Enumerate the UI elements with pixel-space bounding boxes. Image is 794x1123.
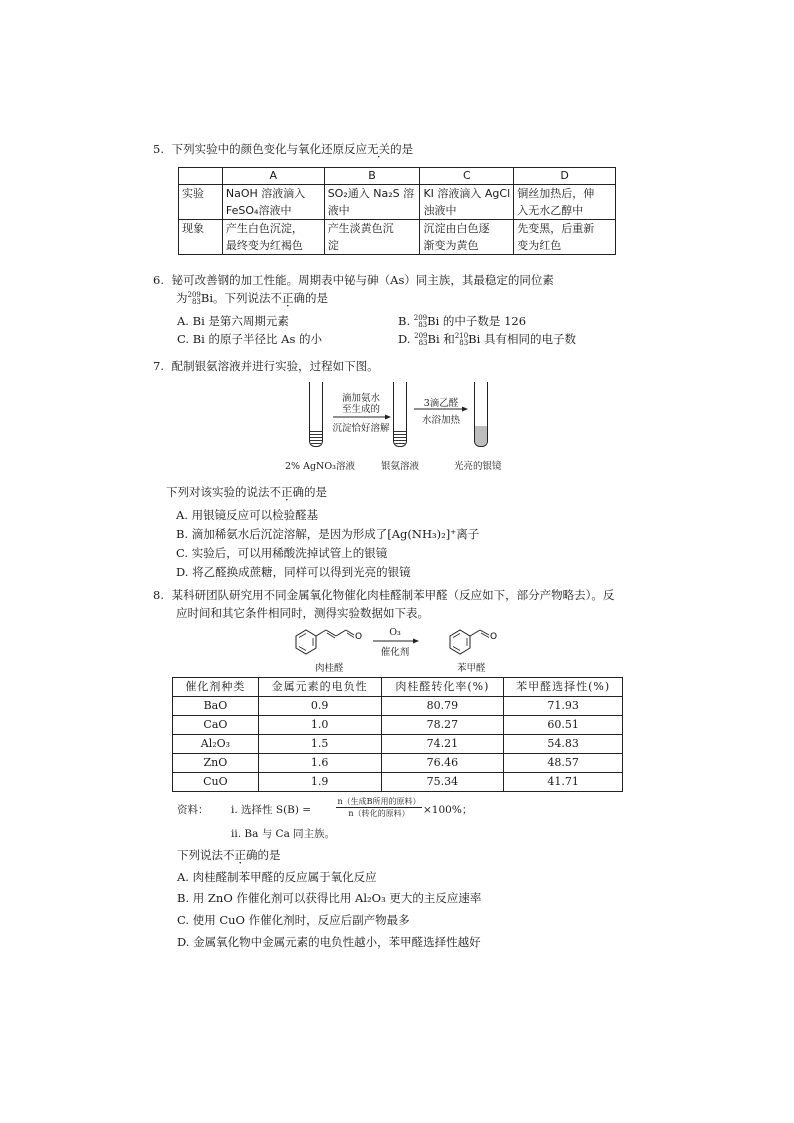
q8-note2: ⅱ. Ba 与 Ca 同主族。	[231, 828, 336, 840]
table-cell: 1.6	[258, 754, 381, 773]
cinnamaldehyde-name: 肉桂醛	[315, 663, 344, 674]
q8-header-cell: 肉桂醛转化率(%)	[381, 678, 504, 697]
q5-cell-line: NaOH 溶液滴入	[225, 187, 306, 200]
q5-stem-emphasis: 无关	[367, 142, 391, 156]
q6-option-d-z1: 83	[418, 339, 428, 347]
q6-isotope-symbol: Bi	[200, 291, 214, 305]
q5-cell-line: 入无水乙醇中	[517, 204, 584, 217]
q7-option-d: D. 将乙醛换成蔗糖，同样可以得到光亮的银镜	[176, 565, 411, 579]
table-cell: 60.51	[504, 716, 623, 735]
q5-cell	[324, 185, 420, 220]
table-cell: 80.79	[381, 697, 504, 716]
q6-stem-line1	[153, 272, 554, 288]
q8-question-emphasis: 不正确	[223, 848, 258, 862]
table-row	[173, 735, 623, 754]
q5-header-cell	[179, 168, 223, 185]
q6-stem-mid: 。下列说法	[213, 291, 271, 305]
table-cell: 54.83	[504, 735, 623, 754]
q5-cell-line: 浊液中	[423, 204, 457, 217]
table-cell: 0.9	[258, 697, 381, 716]
q5-row-phenomenon	[179, 220, 616, 255]
arrow1-label-top	[333, 393, 389, 415]
q8-note1-post: ×100%；	[423, 804, 473, 816]
q6-option-d-mass1: 209	[414, 332, 428, 340]
test-tube-silver-nitrate	[309, 382, 323, 447]
q7-question-pre: 下列对该实验的说法	[166, 485, 270, 499]
q8-header-cell: 催化剂种类	[173, 678, 259, 697]
q8-question-pre: 下列说法	[177, 848, 223, 862]
q5-header-cell: D	[514, 168, 616, 185]
q5-cell	[420, 185, 514, 220]
q5-cell-line: 先变黑，后重新	[517, 222, 595, 235]
q7-option-a: A. 用银镜反应可以检验醛基	[176, 508, 319, 522]
table-cell: BaO	[173, 697, 259, 716]
q5-cell-line: 产生白色沉淀，	[225, 222, 303, 235]
table-cell: Al₂O₃	[173, 735, 259, 754]
q6-option-d-numbers2	[455, 333, 468, 347]
q6-mass-number: 209	[187, 291, 201, 299]
q8-note1-pre: ⅰ. 选择性 S(B) =	[231, 804, 312, 816]
fraction-numerator: n（生成B所用的原料）	[337, 797, 421, 806]
q7-stem	[153, 358, 379, 374]
q6-stem-line2	[176, 290, 328, 306]
q6-option-b-text: Bi 的中子数是 126	[427, 314, 527, 328]
benzaldehyde-structure-icon	[440, 622, 504, 662]
q6-option-b-mass: 209	[413, 314, 428, 322]
q7-stem-text: 配制银氨溶液并进行实验，过程如下图。	[171, 359, 379, 373]
q8-question	[177, 847, 281, 863]
table-cell: 1.0	[258, 716, 381, 735]
q5-cell	[324, 220, 420, 255]
q6-option-d-numbers1	[414, 333, 427, 347]
q8-note-label: 资料：	[177, 804, 209, 816]
table-cell: 71.93	[504, 697, 623, 716]
tube3-caption: 光亮的银镜	[454, 461, 502, 472]
q5-cell	[514, 185, 616, 220]
q5-cell-line: 渐变为黄色	[423, 239, 479, 252]
q6-option-b	[398, 313, 526, 329]
q5-stem-text: 下列实验中的颜色变化与氧化还原反应	[171, 142, 368, 156]
q8-option-a: A. 肉桂醛制苯甲醛的反应属于氧化反应	[177, 870, 377, 884]
q5-cell-line: 最终变为红褐色	[225, 239, 303, 252]
q8-table	[172, 677, 623, 792]
svg-text:O: O	[490, 632, 498, 642]
q5-cell-line: KI 溶液滴入 AgCl	[423, 187, 511, 200]
tube1-caption: 2% AgNO₃溶液	[285, 461, 355, 472]
q5-cell-line: 产生淡黄色沉	[327, 222, 394, 235]
q5-row-experiment	[179, 185, 616, 220]
q6-option-d-z2: 83	[459, 339, 469, 347]
q6-option-a: A. Bi 是第六周期元素	[177, 314, 289, 328]
q6-option-d	[398, 331, 576, 347]
q7-question-emphasis: 不正确	[269, 485, 304, 499]
table-cell: 41.71	[504, 773, 623, 792]
q8-option-b: B. 用 ZnO 作催化剂可以获得比用 Al₂O₃ 更大的主反应速率	[177, 891, 482, 905]
q7-question-post: 的是	[304, 485, 327, 499]
arrow2-label-bottom: 水浴加热	[421, 415, 460, 426]
q8-table-header	[173, 678, 623, 697]
q6-stem-end: 的是	[305, 291, 329, 305]
table-cell: 48.57	[504, 754, 623, 773]
tube2-caption: 银氨溶液	[381, 461, 420, 472]
q8-option-c: C. 使用 CuO 作催化剂时，反应后副产物最多	[177, 913, 410, 927]
q6-isotope-numbers	[188, 292, 201, 306]
q5-row-label: 现象	[179, 220, 223, 255]
q8-question-post: 的是	[257, 848, 281, 862]
table-row	[173, 773, 623, 792]
q8-number: 8.	[153, 588, 164, 602]
fraction-denominator: n（转化的原料）	[348, 809, 410, 818]
q6-option-c: C. Bi 的原子半径比 As 的小	[177, 332, 323, 346]
q5-stem	[153, 141, 413, 157]
q5-number: 5.	[153, 142, 164, 156]
test-tube-silver-mirror	[474, 382, 488, 447]
q7-question	[166, 484, 327, 500]
q5-table-header	[179, 168, 616, 185]
table-cell: 1.9	[258, 773, 381, 792]
table-cell: 78.27	[381, 716, 504, 735]
benzaldehyde-name: 苯甲醛	[457, 663, 486, 674]
q6-option-d-mid: Bi 和	[427, 332, 455, 346]
q6-stem-emphasis: 不正确	[270, 291, 306, 305]
table-row	[173, 697, 623, 716]
arrow1-label-bottom: 沉淀恰好溶解	[332, 423, 390, 434]
q5-cell-line: 铜丝加热后，伸	[517, 187, 595, 200]
table-cell: 75.34	[381, 773, 504, 792]
q6-option-d-label: D.	[398, 332, 415, 346]
reaction-reagent: O₃	[389, 627, 401, 638]
table-cell: CaO	[173, 716, 259, 735]
q5-cell-line: FeSO₄溶液中	[225, 204, 292, 217]
q8-stem-text: 某科研团队研究用不同金属氧化物催化肉桂醛制苯甲醛（反应如下，部分产物略去）。反	[171, 588, 615, 602]
q6-option-b-numbers	[414, 315, 427, 329]
q6-option-b-label: B.	[398, 314, 414, 328]
cinnamaldehyde-structure-icon	[286, 622, 366, 662]
q5-cell-line: 沉淀由白色逐	[423, 222, 490, 235]
q6-stem-pre: 为	[176, 291, 188, 305]
q8-header-cell: 金属元素的电负性	[258, 678, 381, 697]
q5-cell	[514, 220, 616, 255]
q5-table	[178, 167, 616, 255]
arrow1-text: 滴加氨水	[341, 393, 380, 404]
q5-header-cell: B	[324, 168, 420, 185]
table-cell: 76.46	[381, 754, 504, 773]
test-tube-silver-ammonia	[393, 382, 407, 447]
table-cell: ZnO	[173, 754, 259, 773]
q7-option-c: C. 实验后，可以用稀酸洗掉试管上的银镜	[176, 546, 388, 560]
q8-selectivity-fraction	[336, 796, 422, 819]
q5-header-cell: A	[222, 168, 324, 185]
q5-cell-line: 淀	[327, 239, 339, 252]
q5-header-cell: C	[420, 168, 514, 185]
q5-cell	[222, 220, 324, 255]
table-row	[173, 754, 623, 773]
arrow2-label-top: 3滴乙醛	[423, 398, 459, 409]
q8-option-d: D. 金属氧化物中金属元素的电负性越小，苯甲醛选择性越好	[177, 935, 481, 949]
q5-cell-line: 液中	[327, 204, 350, 217]
q5-cell	[222, 185, 324, 220]
q6-atomic-number: 83	[191, 298, 201, 306]
q6-number: 6.	[153, 273, 164, 287]
q6-option-d-text: Bi 具有相同的电子数	[468, 332, 576, 346]
q7-number: 7.	[153, 359, 164, 373]
q8-header-cell: 苯甲醛选择性(%)	[504, 678, 623, 697]
q7-option-b: B. 滴加稀氨水后沉淀溶解，是因为形成了[Ag(NH₃)₂]⁺离子	[176, 527, 480, 541]
q5-row-label: 实验	[179, 185, 223, 220]
q6-option-b-z: 83	[418, 321, 428, 329]
table-cell: 74.21	[381, 735, 504, 754]
q8-stem-line1	[153, 587, 614, 603]
q6-stem-text: 铋可改善钢的加工性能。周期表中铋与砷（As）同主族，其最稳定的同位素	[171, 273, 554, 287]
q5-cell	[420, 220, 514, 255]
table-cell: 1.5	[258, 735, 381, 754]
tube-liquid	[310, 430, 322, 446]
q5-cell-line: SO₂通入 Na₂S 溶	[327, 187, 415, 200]
q5-cell-line: 变为红色	[517, 239, 562, 252]
q8-stem-line2: 应时间和其它条件相同时，测得实验数据如下表。	[176, 606, 429, 620]
table-row	[173, 716, 623, 735]
table-cell: CuO	[173, 773, 259, 792]
q5-stem-end: 的是	[390, 142, 414, 156]
reaction-catalyst: 催化剂	[380, 647, 410, 658]
svg-text:O: O	[355, 632, 363, 642]
arrow1-text: 至生成的	[341, 404, 380, 415]
tube-liquid	[475, 426, 487, 446]
q6-option-d-mass2: 210	[454, 332, 469, 340]
